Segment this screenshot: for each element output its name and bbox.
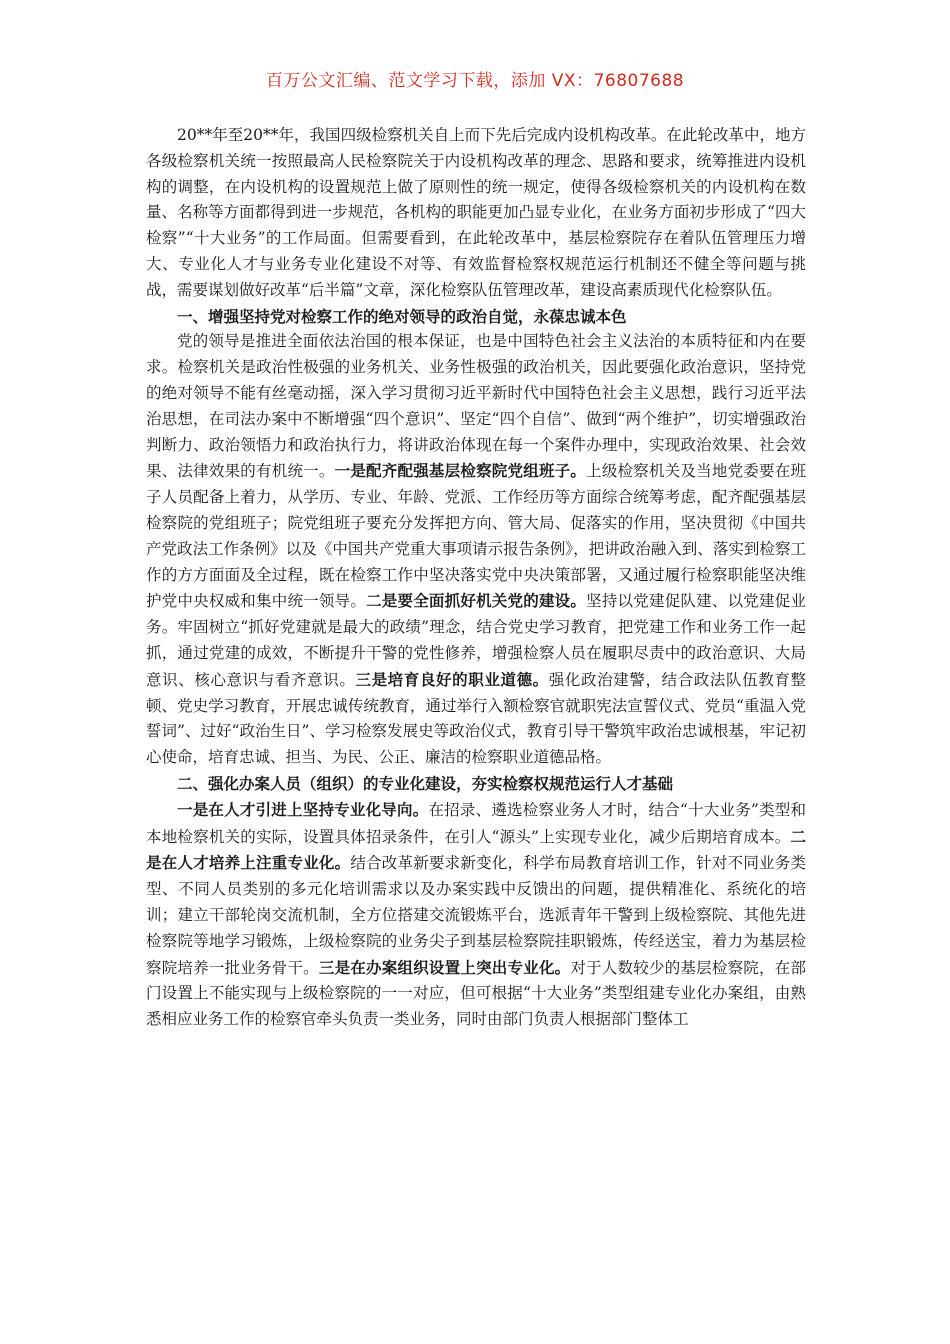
section-2-point-1: 一是在人才引进上坚持专业化导向。 — [177, 799, 429, 819]
document-body — [146, 123, 806, 1033]
section-1-paragraph — [146, 329, 806, 771]
header-watermark-line: 百万公文汇编、范文学习下载，添加 VX：76807688 — [265, 71, 685, 91]
section-2-text-c: 对于人数较少的基层检察院，在部门设置上不能实现与上级检察院的一一对应，但可根据“十大业务”类型组建专业化办案组，由熟悉相应业务工作的检察官牵头负责一类业务，同时由部门负责人根据部门整体工 — [146, 958, 806, 1029]
intro-paragraph: 20**年至20**年，我国四级检察机关自上而下先后完成内设机构改革。在此轮改革中，地方各级检察机关统一按照最高人民检察院关于内设机构改革的理念、思路和要求，统筹推进内设机构的调整，在内设机构的设置规范上做了原则性的统一规定，使得各级检察机关的内设机构在数量、名称等方面都得到进一步规范，各机构的职能更加凸显专业化，在业务方面初步形成了“四大检察”“十大业务”的工作局面。但需要看到，在此轮改革中，基层检察院存在着队伍管理压力增大、专业化人才与业务专业化建设不对等、有效监督检察权规范运行机制还不健全等问题与挑战，需要谋划做好改革“后半篇”文章，深化检察队伍管理改革，建设高素质现代化检察队伍。 — [146, 126, 806, 299]
section-2-text-a: 在招录、遴选检察业务人才时，结合“十大业务”类型和本地检察机关的实际，设置具体招录条件，在引人“源头”上实现专业化，减少后期培育成本。 — [146, 800, 806, 846]
section-1-heading: 一、增强坚持党对检察工作的绝对领导的政治自觉，永葆忠诚本色 — [177, 306, 627, 326]
section-2-heading: 二、强化办案人员（组织）的专业化建设，夯实检察权规范运行人才基础 — [177, 773, 674, 793]
section-2-paragraph — [146, 797, 806, 1033]
section-1-point-2: 二是要全面抓好机关党的建设。 — [366, 591, 587, 611]
section-2-point-3: 三是在办案组织设置上突出专业化。 — [318, 957, 571, 977]
section-1-point-3: 三是培育良好的职业道德。 — [355, 669, 549, 689]
section-1-text-c: 坚持以党建促队建、以党建促业务。牢固树立“抓好党建就是最大的政绩”理念，结合党史学习教育，把党建工作和业务工作一起抓，通过党建的成效，不断提升干警的党性修养，增强检察人员在履职尽责中的政治意识、大局意识、核心意识与看齐意识。 — [146, 592, 806, 689]
section-2-point-2: 二是在人才培养上注重专业化。 — [146, 826, 806, 873]
section-1-text-d: 强化政治建警，结合政法队伍教育整顿、党史学习教育，开展忠诚传统教育，通过举行入额检察官就职宪法宣誓仪式、党员“重温入党誓词”、过好“政治生日”、学习检察发展史等政治仪式，教育引导干警筑牢政治忠诚根基，牢记初心使命，培育忠诚、担当、为民、公正、廉洁的检察职业道德品格。 — [146, 670, 806, 767]
section-2-text-b: 结合改革新要求新变化，科学布局教育培训工作，针对不同业务类型、不同人员类别的多元化培训需求以及办案实践中反馈出的问题，提供精准化、系统化的培训；建立干部轮岗交流机制，全方位搭建交流锻炼平台，选派青年干警到上级检察院、其他先进检察院等地学习锻炼，上级检察院的业务尖子到基层检察院挂职锻炼，传经送宝，着力为基层检察院培养一批业务骨干。 — [146, 854, 806, 977]
section-1-text-a: 党的领导是推进全面依法治国的根本保证，也是中国特色社会主义法治的本质特征和内在要求。检察机关是政治性极强的业务机关、业务性极强的政治机关，因此要强化政治意识，坚持党的绝对领导不能有丝毫动摇，深入学习贯彻习近平新时代中国特色社会主义思想，践行习近平法治思想，在司法办案中不断增强“四个意识”、坚定“四个自信”、做到“两个维护”，切实增强政治判断力、政治领悟力和政治执行力，将讲政治体现在每一个案件办理中，实现政治效果、社会效果、法律效果的有机统一。 — [146, 332, 806, 481]
section-1-point-1: 一是配齐配强基层检察院党组班子。 — [334, 461, 587, 481]
section-1-text-b: 上级检察机关及当地党委要在班子人员配备上着力，从学历、专业、年龄、党派、工作经历等方面综合统筹考虑，配齐配强基层检察院的党组班子；院党组班子要充分发挥把方向、管大局、促落实的作用，坚决贯彻《中国共产党政法工作条例》以及《中国共产党重大事项请示报告条例》，把讲政治融入到、落实到检察工作的方方面面及全过程，既在检察工作中坚决落实党中央决策部署，又通过履行检察职能坚决维护党中央权威和集中统一领导。 — [146, 462, 806, 611]
